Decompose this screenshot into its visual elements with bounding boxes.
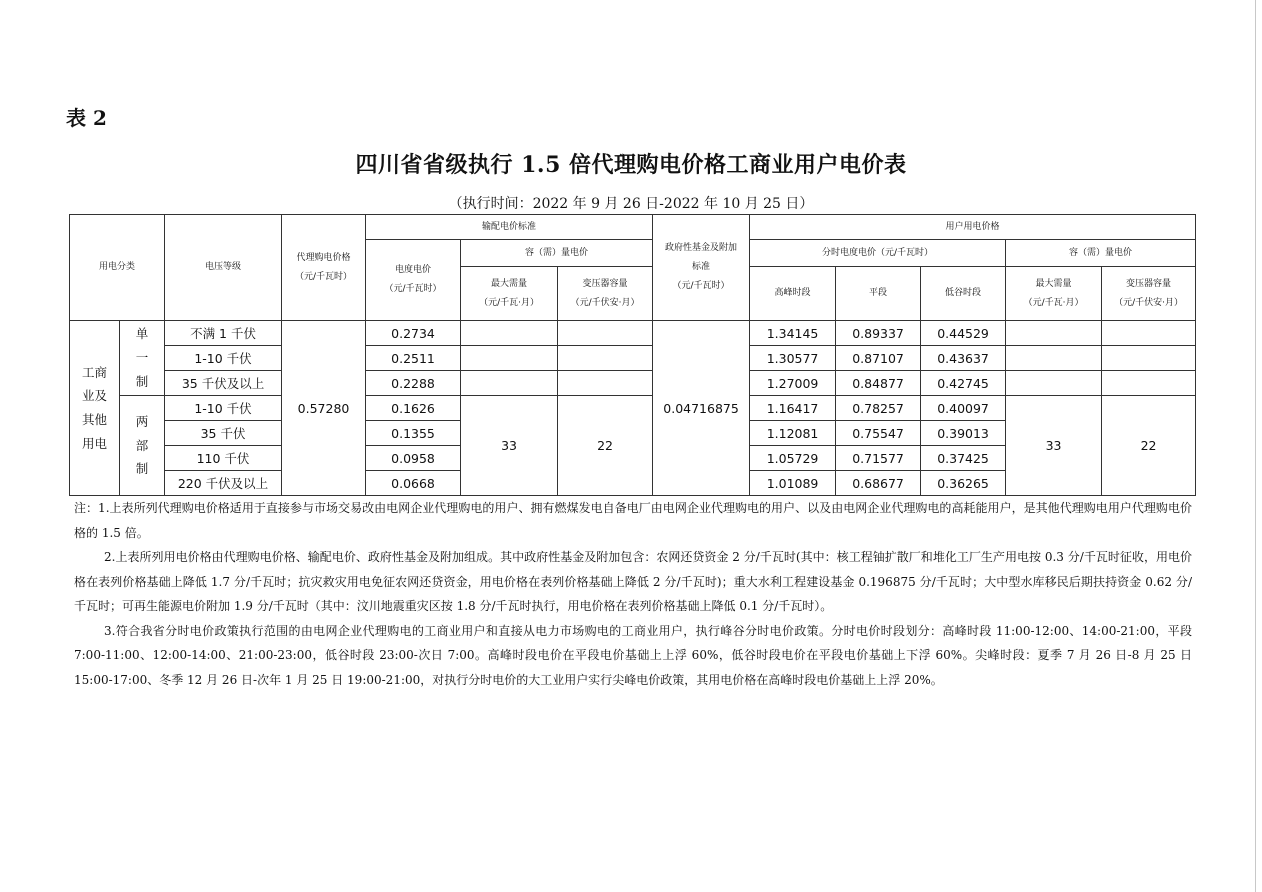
empty-cell <box>1102 371 1196 396</box>
header-peak: 高峰时段 <box>750 267 836 321</box>
flat-cell: 0.78257 <box>836 396 921 421</box>
page-edge-line <box>1255 0 1256 892</box>
header-category: 用电分类 <box>70 215 165 321</box>
energy-price-cell: 0.1355 <box>366 421 461 446</box>
valley-cell: 0.39013 <box>921 421 1006 446</box>
voltage-cell: 35 千伏及以上 <box>165 371 282 396</box>
header-valley: 低谷时段 <box>921 267 1006 321</box>
voltage-cell: 35 千伏 <box>165 421 282 446</box>
note-3: 3.符合我省分时电价政策执行范围的由电网企业代理购电的工商业用户和直接从电力市场购电的工商业用户，执行峰谷分时电价政策。分时电价时段划分：高峰时段 11:00-12:00、14:00-21:00，平段 7:00-11:00、12:00-14:00、21:00-23:00，低谷时段 23:00-次日 7:00。高峰时段电价在平段电价基础上上浮 60%，低谷时段电价在平段电价基础上下浮 60%。尖峰时段：夏季 7 月 26 日-8 月 25 日 15:00-17:00、冬季 12 月 26 日-次年 1 月 25 日 19:00-21:00，对执行分时电价的大工业用户实行尖峰电价政策，其用电价格在高峰时段电价基础上上浮 20%。 <box>74 623 1192 687</box>
peak-cell: 1.30577 <box>750 346 836 371</box>
effective-period: （执行时间：2022 年 9 月 26 日-2022 年 10 月 25 日） <box>448 196 814 212</box>
flat-cell: 0.71577 <box>836 446 921 471</box>
peak-cell: 1.05729 <box>750 446 836 471</box>
header-agent-price-unit: （元/千瓦时） <box>294 271 353 282</box>
single-system-label: 单一制 <box>135 326 149 389</box>
valley-cell: 0.40097 <box>921 396 1006 421</box>
peak-cell: 1.27009 <box>750 371 836 396</box>
peak-cell: 1.16417 <box>750 396 836 421</box>
energy-price-cell: 0.2288 <box>366 371 461 396</box>
voltage-cell: 不满 1 千伏 <box>165 321 282 346</box>
empty-cell <box>461 321 558 346</box>
user-transformer-cell: 22 <box>1102 396 1196 496</box>
valley-cell: 0.37425 <box>921 446 1006 471</box>
note-1: 注：1.上表所列代理购电价格适用于直接参与市场交易改由电网企业代理购电的用户、拥有燃煤发电自备电厂由电网企业代理购电的用户、以及由电网企业代理购电的高耗能用户，是其他代理购电用户代理购电价格的 1.5 倍。 <box>74 501 1192 540</box>
table-label: 表 2 <box>66 106 107 130</box>
single-system-cell <box>120 321 165 396</box>
header-flat: 平段 <box>836 267 921 321</box>
header-user-max-demand <box>1006 267 1102 321</box>
two-part-transformer-cell: 22 <box>558 396 653 496</box>
valley-cell: 0.44529 <box>921 321 1006 346</box>
flat-cell: 0.84877 <box>836 371 921 396</box>
table-row <box>70 321 1196 346</box>
header-max-demand-label: 最大需量 <box>491 278 528 289</box>
header-max-demand <box>461 267 558 321</box>
empty-cell <box>1006 371 1102 396</box>
empty-cell <box>558 321 653 346</box>
header-user-capacity: 容（需）量电价 <box>1006 240 1196 267</box>
voltage-cell: 220 千伏及以上 <box>165 471 282 496</box>
user-max-demand-cell: 33 <box>1006 396 1102 496</box>
header-user-max-demand-label: 最大需量 <box>1035 278 1072 289</box>
header-energy-price-unit: （元/千瓦时） <box>384 284 442 294</box>
flat-cell: 0.75547 <box>836 421 921 446</box>
header-user-max-demand-unit: （元/千瓦·月） <box>1023 297 1084 308</box>
page-title: 四川省省级执行 1.5 倍代理购电价格工商业用户电价表 <box>355 152 907 178</box>
voltage-cell: 110 千伏 <box>165 446 282 471</box>
two-part-system-cell <box>120 396 165 496</box>
peak-cell: 1.34145 <box>750 321 836 346</box>
valley-cell: 0.36265 <box>921 471 1006 496</box>
header-energy-price-label: 电度电价 <box>395 265 432 276</box>
header-max-demand-unit: （元/千瓦·月） <box>479 297 539 308</box>
header-user-transformer <box>1102 267 1196 321</box>
empty-cell <box>1102 321 1196 346</box>
table-row <box>70 371 1196 396</box>
empty-cell <box>1102 346 1196 371</box>
note-2: 2.上表所列用电价格由代理购电价格、输配电价、政府性基金及附加组成。其中政府性基金及附加包含：农网还贷资金 2 分/千瓦时(其中：核工程铀扩散厂和堆化工厂生产用电按 0.3 分/千瓦时征收，用电价格在表列价格基础上降低 1.7 分/千瓦时；抗灾救灾用电免征农网还贷资金，用电价格在表列价格基础上降低 2 分/千瓦时)；重大水利工程建设基金 0.196875 分/千瓦时；大中型水库移民后期扶持资金 0.62 分/千瓦时；可再生能源电价附加 1.9 分/千瓦时（其中：汶川地震重灾区按 1.8 分/千瓦时执行，用电价格在表列价格基础上降低 0.1 分/千瓦时）。 <box>74 550 1192 613</box>
empty-cell <box>461 346 558 371</box>
energy-price-cell: 0.2734 <box>366 321 461 346</box>
price-table <box>69 214 1196 496</box>
header-energy-price <box>366 240 461 321</box>
gov-fund-cell: 0.04716875 <box>653 321 750 496</box>
header-agent-price-label: 代理购电价格 <box>296 252 351 263</box>
two-part-max-demand-cell: 33 <box>461 396 558 496</box>
header-transformer <box>558 267 653 321</box>
header-user-transformer-unit: （元/千伏安·月） <box>1114 297 1183 308</box>
empty-cell <box>1006 346 1102 371</box>
two-part-system-label: 两部制 <box>135 413 149 477</box>
empty-cell <box>558 371 653 396</box>
voltage-cell: 1-10 千伏 <box>165 396 282 421</box>
header-capacity-price: 容（需）量电价 <box>461 240 653 267</box>
flat-cell: 0.87107 <box>836 346 921 371</box>
header-voltage: 电压等级 <box>165 215 282 321</box>
header-agent-price <box>282 215 366 321</box>
peak-cell: 1.12081 <box>750 421 836 446</box>
flat-cell: 0.89337 <box>836 321 921 346</box>
flat-cell: 0.68677 <box>836 471 921 496</box>
energy-price-cell: 0.0668 <box>366 471 461 496</box>
table-row <box>70 346 1196 371</box>
valley-cell: 0.43637 <box>921 346 1006 371</box>
notes <box>74 496 1192 692</box>
header-transformer-unit: （元/千伏安·月） <box>570 297 640 308</box>
agent-price-cell: 0.57280 <box>282 321 366 496</box>
header-tou-price: 分时电度电价（元/千瓦时） <box>750 240 1006 267</box>
header-user-transformer-label: 变压器容量 <box>1126 278 1172 289</box>
energy-price-cell: 0.1626 <box>366 396 461 421</box>
empty-cell <box>461 371 558 396</box>
table-row <box>70 396 1196 421</box>
empty-cell <box>558 346 653 371</box>
header-gov-fund-unit: （元/千瓦时） <box>672 280 730 291</box>
voltage-cell: 1-10 千伏 <box>165 346 282 371</box>
header-gov-fund-label-2: 标准 <box>692 262 711 273</box>
header-gov-fund <box>653 215 750 321</box>
category-label: 工商业及其他用电 <box>81 364 107 451</box>
category-cell <box>70 321 120 496</box>
energy-price-cell: 0.0958 <box>366 446 461 471</box>
empty-cell <box>1006 321 1102 346</box>
header-user-price: 用户用电价格 <box>750 215 1196 240</box>
header-transmission: 输配电价标准 <box>366 215 653 240</box>
valley-cell: 0.42745 <box>921 371 1006 396</box>
header-transformer-label: 变压器容量 <box>582 278 628 289</box>
header-gov-fund-label: 政府性基金及附加 <box>665 243 738 254</box>
peak-cell: 1.01089 <box>750 471 836 496</box>
energy-price-cell: 0.2511 <box>366 346 461 371</box>
